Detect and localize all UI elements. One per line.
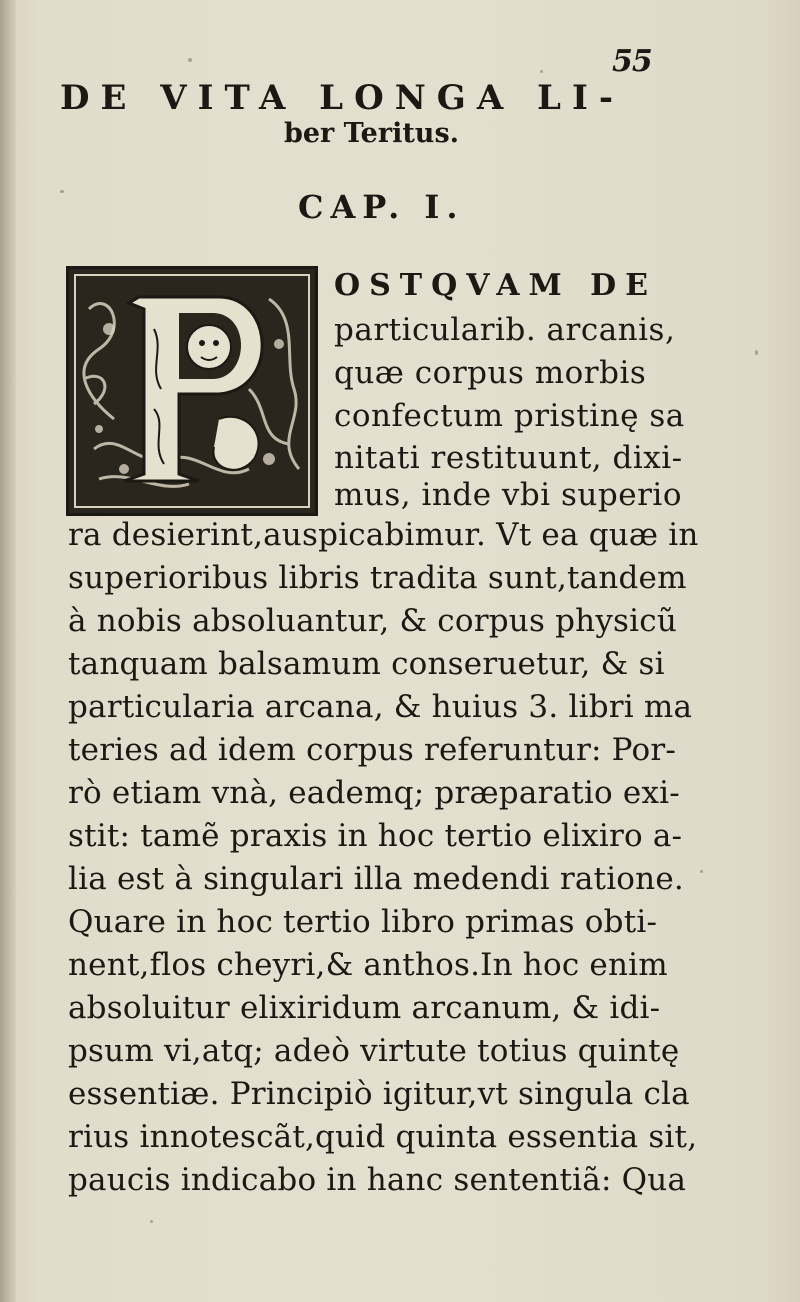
gutter-shadow	[0, 0, 16, 1302]
text-line: tanquam balsamum conseruetur, & si	[68, 646, 665, 682]
running-head: DE VITA LONGA LI-	[60, 78, 624, 118]
ink-speck	[540, 70, 543, 73]
decorated-initial-p-icon	[66, 266, 318, 516]
running-head-continuation: ber Teritus.	[284, 118, 460, 149]
text-line: mus, inde vbi superio	[334, 477, 682, 513]
text-line: nitati restituunt, dixi-	[334, 440, 683, 476]
text-line: paucis indicabo in hanc sententiã: Qua	[68, 1162, 687, 1198]
text-line: quæ corpus morbis	[334, 355, 647, 391]
ink-speck	[150, 1220, 153, 1223]
text-line: Quare in hoc tertio libro primas obti-	[68, 904, 658, 940]
text-line: psum vi,atq; adeò virtute totius quintę	[68, 1033, 680, 1069]
text-line: particularib. arcanis,	[334, 312, 676, 348]
text-line: à nobis absoluantur, & corpus physicũ	[68, 603, 677, 639]
text-line: superioribus libris tradita sunt,tandem	[68, 560, 687, 596]
text-line-opening: OSTQVAM DE	[334, 268, 658, 303]
text-line: ra desierint,auspicabimur. Vt ea quæ in	[68, 517, 699, 553]
ink-speck	[700, 870, 703, 873]
page-number: 55	[612, 44, 652, 79]
text-line: lia est à singulari illa medendi ratione.	[68, 861, 684, 897]
ink-speck	[188, 58, 192, 62]
text-line: particularia arcana, & huius 3. libri ma	[68, 689, 693, 725]
text-line: rius innotescãt,quid quinta essentia sit,	[68, 1119, 698, 1155]
ink-speck	[755, 350, 758, 355]
chapter-heading: CAP. I.	[298, 188, 465, 226]
text-line: essentiæ. Principiò igitur,vt singula cla	[68, 1076, 690, 1112]
text-line: confectum pristinę sa	[334, 398, 685, 434]
text-line: nent,flos cheyri,& anthos.In hoc enim	[68, 947, 668, 983]
text-line: absoluitur elixiridum arcanum, & idi-	[68, 990, 661, 1026]
ink-speck	[60, 190, 64, 193]
text-line: rò etiam vnà, eademq; præparatio exi-	[68, 775, 680, 811]
text-line: stit: tamẽ praxis in hoc tertio elixiro a-	[68, 818, 683, 854]
text-line: teries ad idem corpus referuntur: Por-	[68, 732, 677, 768]
